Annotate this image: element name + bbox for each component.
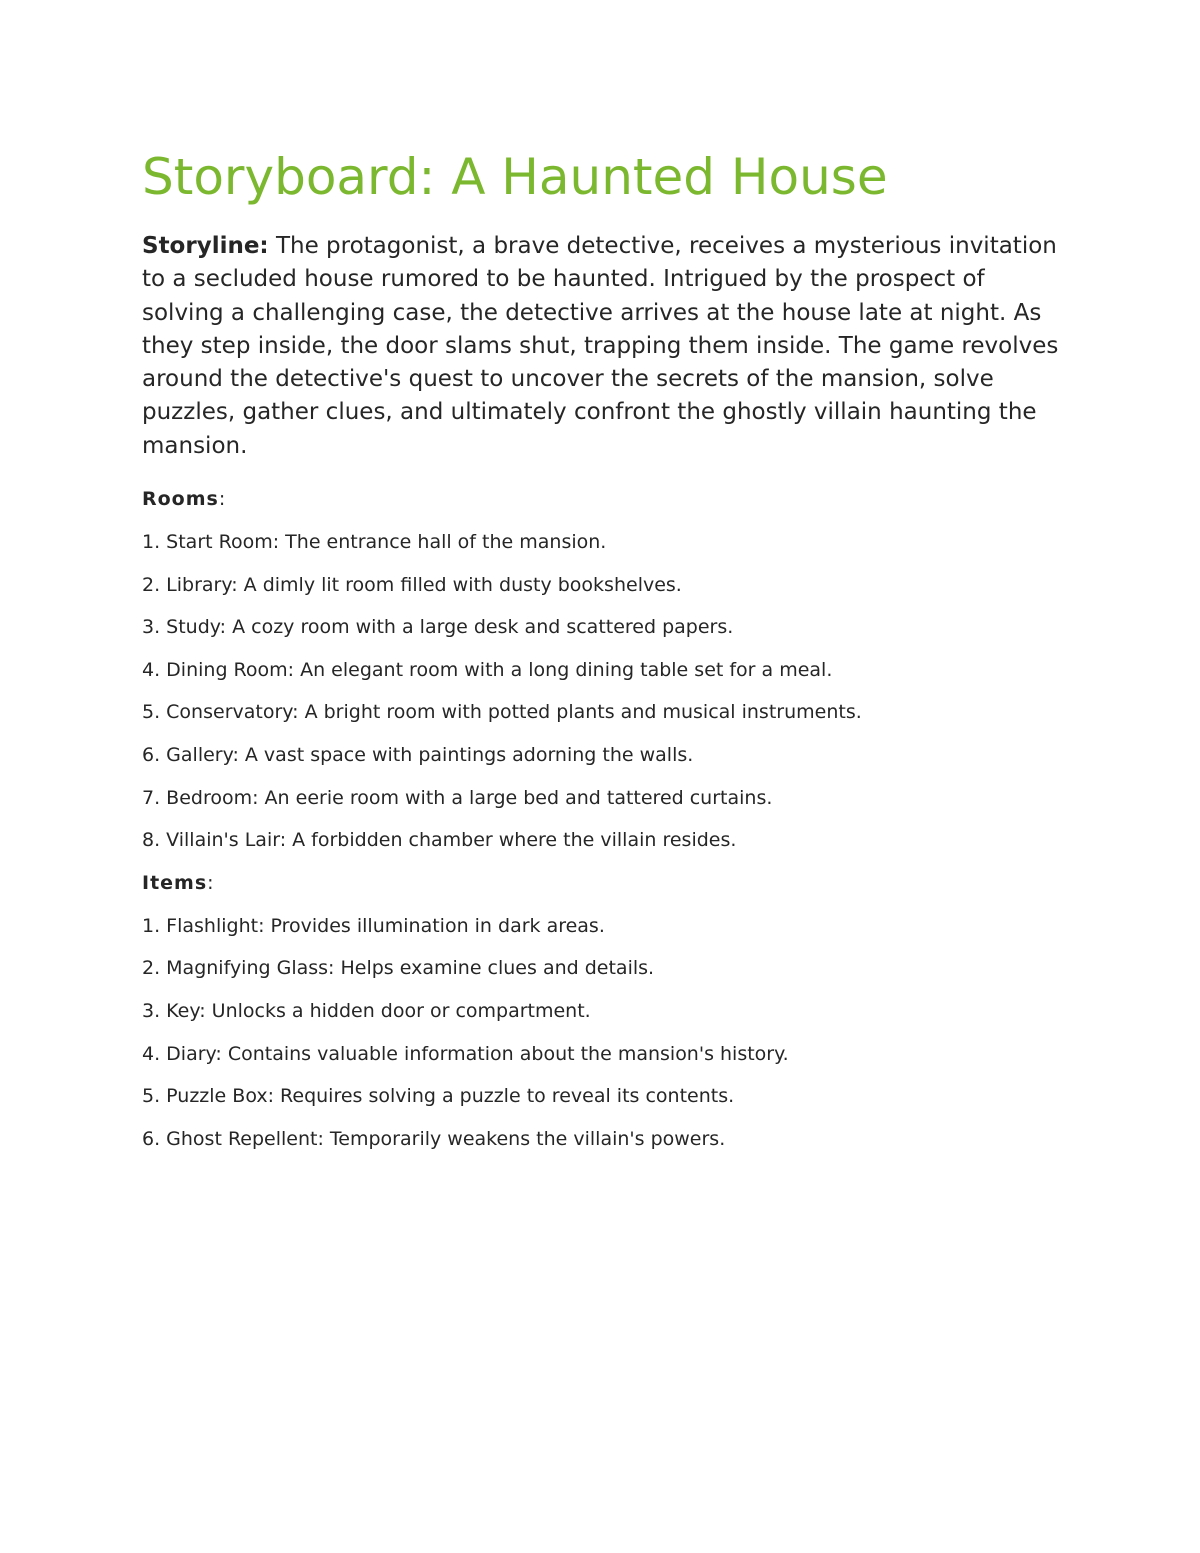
list-item: 5. Puzzle Box: Requires solving a puzzle to reveal its contents. — [142, 1085, 735, 1108]
document-body — [142, 138, 1072, 1167]
rooms-heading-text: Rooms — [142, 488, 219, 511]
list-item: 2. Library: A dimly lit room filled with dusty bookshelves. — [142, 573, 682, 596]
rooms-heading-colon: : — [218, 488, 227, 511]
list-item: 1. Start Room: The entrance hall of the mansion. — [142, 531, 607, 554]
list-item: 3. Key: Unlocks a hidden door or compartment. — [142, 1000, 591, 1023]
list-item: 1. Flashlight: Provides illumination in dark areas. — [142, 914, 605, 937]
list-item: 6. Gallery: A vast space with paintings adorning the walls. — [142, 744, 694, 767]
items-heading — [142, 869, 1072, 897]
list-item: 3. Study: A cozy room with a large desk and scattered papers. — [142, 616, 734, 639]
items-heading-text: Items — [142, 871, 208, 894]
storyline-label: Storyline: — [142, 233, 269, 259]
storyline-paragraph — [142, 230, 1072, 463]
list-item: 8. Villain's Lair: A forbidden chamber where the villain resides. — [142, 829, 737, 852]
list-item: 7. Bedroom: An eerie room with a large bed and tattered curtains. — [142, 786, 773, 809]
rooms-list — [142, 528, 1072, 854]
list-item: 4. Dining Room: An elegant room with a long dining table set for a meal. — [142, 658, 833, 681]
rooms-heading — [142, 485, 1072, 513]
items-heading-colon: : — [207, 871, 215, 894]
storyline-text: The protagonist, a brave detective, receives a mysterious invitation to a secluded house rumored to be haunted. Intrigued by the prospect of solving a challenging case, the detective arrives at the house late at night. As they step inside, the door slams shut, trapping them inside. The game revolves around the detective's quest to uncover the secrets of the mansion, solve puzzles, gather clues, and ultimately confront the ghostly villain haunting the mansion. — [142, 233, 1059, 459]
items-list — [142, 912, 1072, 1153]
list-item: 6. Ghost Repellent: Temporarily weakens the villain's powers. — [142, 1127, 726, 1150]
document-title: Storyboard: A Haunted House — [142, 148, 888, 206]
list-item: 2. Magnifying Glass: Helps examine clues and details. — [142, 957, 655, 980]
list-item: 4. Diary: Contains valuable information about the mansion's history. — [142, 1042, 789, 1065]
list-item: 5. Conservatory: A bright room with potted plants and musical instruments. — [142, 701, 862, 724]
